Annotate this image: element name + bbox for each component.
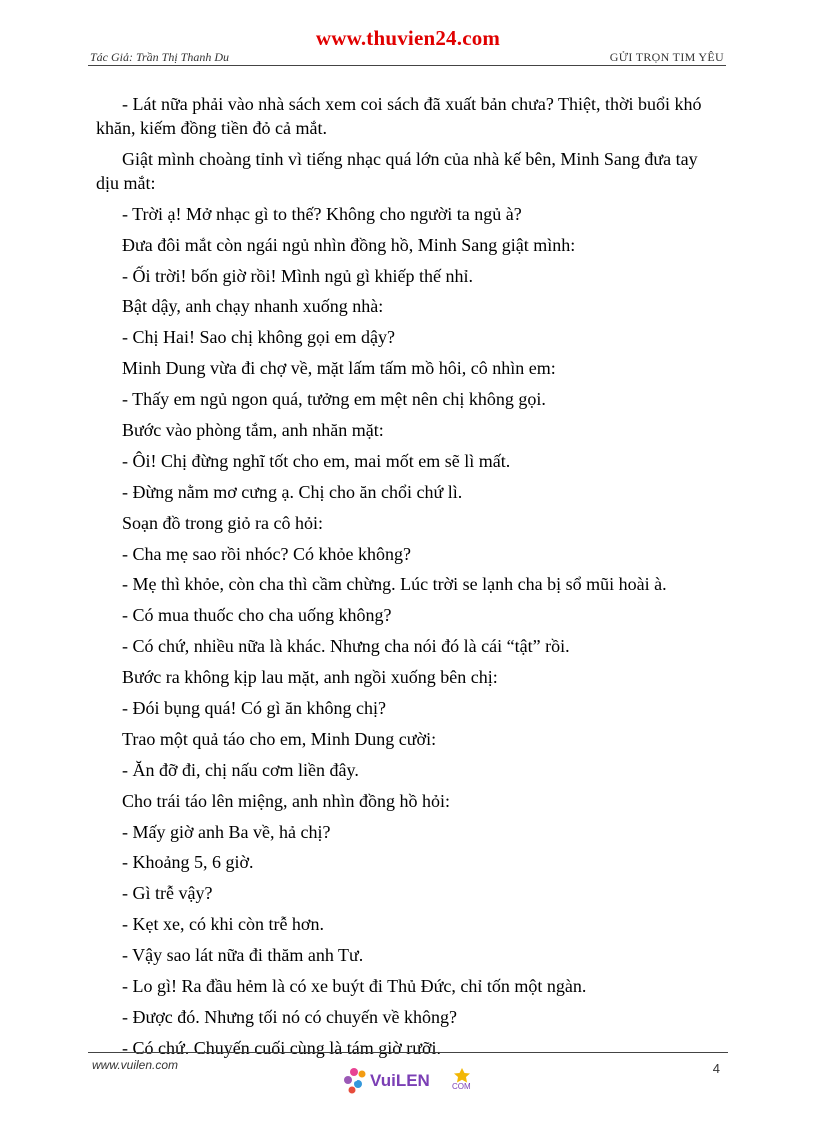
- story-paragraph: - Cha mẹ sao rồi nhóc? Có khỏe không?: [122, 543, 411, 564]
- story-paragraph: - Khoảng 5, 6 giờ.: [122, 852, 254, 873]
- vuilen-logo: [340, 1058, 500, 1098]
- story-paragraph: Cho trái táo lên miệng, anh nhìn đồng hồ hỏi:: [122, 790, 450, 811]
- flower-icon: [344, 1068, 366, 1094]
- story-paragraph: - Ối trời! bốn giờ rồi! Mình ngủ gì khiếp thế nhỉ.: [122, 265, 473, 286]
- site-url[interactable]: www.thuvien24.com: [315, 26, 501, 50]
- page-number: 4: [712, 1061, 720, 1076]
- story-paragraph: Bước ra không kịp lau mặt, anh ngồi xuống bên chị:: [122, 667, 498, 688]
- story-body: [96, 92, 724, 1067]
- story-paragraph: - Lát nữa phải vào nhà sách xem coi sách đã xuất bản chưa? Thiệt, thời buổi khó khăn, kiếm đồng tiền đỏ cả mắt.: [96, 94, 702, 138]
- story-paragraph: Trao một quả táo cho em, Minh Dung cười:: [122, 728, 437, 749]
- story-paragraph: - Ăn đỡ đi, chị nấu cơm liền đây.: [122, 759, 359, 780]
- story-paragraph: - Được đó. Nhưng tối nó có chuyến về không?: [122, 1006, 457, 1027]
- story-paragraph: - Lo gì! Ra đầu hẻm là có xe buýt đi Thủ Đức, chỉ tốn một ngàn.: [122, 976, 587, 997]
- header-divider: [88, 65, 726, 66]
- story-paragraph: Giật mình choàng tỉnh vì tiếng nhạc quá lớn của nhà kế bên, Minh Sang đưa tay dịu mắt:: [96, 148, 698, 193]
- footer-site[interactable]: www.vuilen.com: [92, 1058, 179, 1072]
- story-paragraph: - Trời ạ! Mở nhạc gì to thế? Không cho người ta ngủ à?: [122, 203, 522, 224]
- story-paragraph: Soạn đồ trong giỏ ra cô hỏi:: [122, 512, 323, 533]
- story-paragraph: - Thấy em ngủ ngon quá, tưởng em mệt nên chị không gọi.: [122, 389, 546, 410]
- footer-divider: [88, 1052, 728, 1053]
- story-paragraph: Bật dậy, anh chạy nhanh xuống nhà:: [122, 296, 384, 317]
- story-paragraph: - Vậy sao lát nữa đi thăm anh Tư.: [122, 945, 364, 966]
- story-paragraph: - Gì trễ vậy?: [122, 883, 213, 904]
- story-paragraph: - Có mua thuốc cho cha uống không?: [122, 605, 392, 626]
- story-paragraph: - Đừng nằm mơ cưng ạ. Chị cho ăn chổi chứ lì.: [122, 481, 463, 502]
- story-paragraph: - Mấy giờ anh Ba về, hả chị?: [122, 821, 331, 842]
- story-paragraph: - Đói bụng quá! Có gì ăn không chị?: [122, 698, 386, 719]
- star-icon: [454, 1068, 470, 1083]
- story-paragraph: - Ôi! Chị đừng nghĩ tốt cho em, mai mốt em sẽ lì mất.: [122, 450, 511, 471]
- book-title: GỬI TRỌN TIM YÊU: [609, 50, 724, 64]
- story-paragraph: - Có chứ, nhiều nữa là khác. Nhưng cha nói đó là cái “tật” rồi.: [122, 636, 570, 657]
- logo-text: VuiLEN: [370, 1071, 430, 1090]
- story-paragraph: - Mẹ thì khỏe, còn cha thì cầm chừng. Lúc trời se lạnh cha bị sổ mũi hoài à.: [122, 574, 667, 595]
- story-paragraph: - Có chứ. Chuyến cuối cùng là tám giờ rưỡi.: [122, 1037, 441, 1058]
- story-paragraph: - Chị Hai! Sao chị không gọi em dậy?: [122, 327, 395, 348]
- author-line: Tác Giả: Trần Thị Thanh Du: [90, 50, 230, 64]
- story-paragraph: Đưa đôi mắt còn ngái ngủ nhìn đồng hồ, Minh Sang giật mình:: [122, 234, 576, 255]
- story-paragraph: Minh Dung vừa đi chợ về, mặt lấm tấm mồ hôi, cô nhìn em:: [122, 358, 556, 379]
- story-paragraph: - Kẹt xe, có khi còn trễ hơn.: [122, 914, 324, 935]
- story-paragraph: Bước vào phòng tắm, anh nhăn mặt:: [122, 420, 384, 441]
- logo-suffix: COM: [452, 1082, 471, 1091]
